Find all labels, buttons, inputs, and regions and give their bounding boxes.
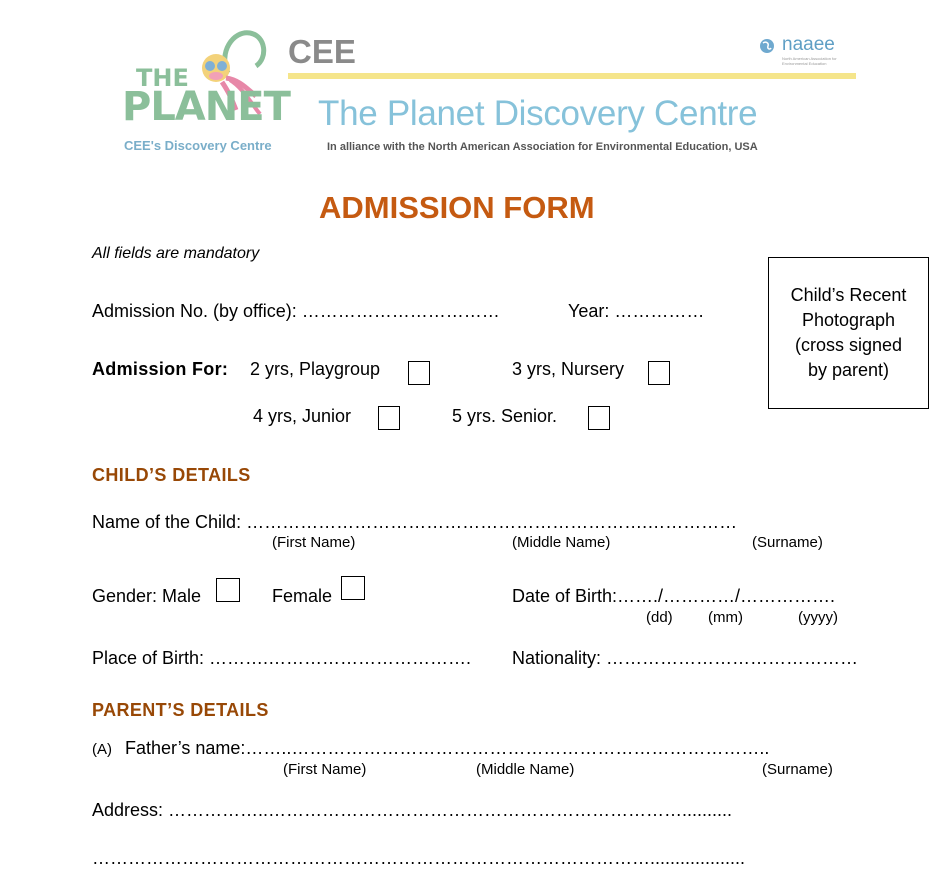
photo-box[interactable] — [768, 257, 929, 409]
logo-tagline: CEE's Discovery Centre — [124, 138, 272, 153]
option-junior-label: 4 yrs, Junior — [253, 406, 352, 426]
option-nursery-label: 3 yrs, Nursery — [512, 359, 625, 379]
place-of-birth-field[interactable]: Place of Birth: ……….……………………………. — [92, 648, 472, 668]
junior-checkbox[interactable] — [378, 406, 400, 430]
gender-female-label: Female — [272, 586, 333, 606]
dob-mm-caption: (mm) — [708, 609, 743, 626]
address-field[interactable]: Address: ……………..…………………………………………………………….......... — [92, 800, 733, 820]
child-surname-caption: (Surname) — [752, 534, 823, 551]
header-divider — [288, 73, 856, 79]
option-playgroup-label: 2 yrs, Playgroup — [250, 359, 381, 379]
naaee-name: naaee — [782, 34, 835, 55]
option-senior-label: 5 yrs. Senior. — [452, 406, 558, 426]
admission-for-label: Admission For: — [92, 359, 229, 379]
globe-icon — [758, 37, 776, 55]
father-name-field[interactable]: Father’s name:……..…………………………………………………………………….. — [125, 738, 770, 758]
nationality-field[interactable]: Nationality: …………………………………… — [512, 648, 859, 668]
male-checkbox[interactable] — [216, 578, 240, 602]
alliance-text: In alliance with the North American Association for Environmental Education, USA — [327, 141, 758, 153]
gender-male-label: Gender: Male — [92, 586, 202, 606]
child-first-name-caption: (First Name) — [272, 534, 356, 551]
playgroup-checkbox[interactable] — [408, 361, 430, 385]
dob-yyyy-caption: (yyyy) — [798, 609, 838, 626]
planet-logo — [118, 28, 290, 158]
female-checkbox[interactable] — [341, 576, 365, 600]
year-field[interactable]: Year: …………… — [568, 301, 705, 321]
nursery-checkbox[interactable] — [648, 361, 670, 385]
father-first-name-caption: (First Name) — [283, 761, 367, 778]
photo-label: Child’s Recent Photograph (cross signed by parent) — [790, 285, 907, 380]
address-line2-field[interactable]: …………………………………………………………………………………................... — [92, 848, 746, 868]
dob-field[interactable]: Date of Birth:……./…………/……………. — [512, 586, 836, 606]
parent-details-heading: PARENT’S DETAILS — [92, 700, 269, 720]
mandatory-note: All fields are mandatory — [92, 245, 260, 262]
father-middle-name-caption: (Middle Name) — [476, 761, 575, 778]
child-middle-name-caption: (Middle Name) — [512, 534, 611, 551]
senior-checkbox[interactable] — [588, 406, 610, 430]
child-details-heading: CHILD’S DETAILS — [92, 465, 251, 485]
logo-planet: PLANET — [122, 84, 290, 130]
father-prefix: (A) — [92, 741, 112, 758]
naaee-subtitle: North American Association for Environmental Education — [782, 56, 837, 66]
dob-dd-caption: (dd) — [646, 609, 673, 626]
logo-the: THE — [136, 64, 189, 92]
centre-title: The Planet Discovery Centre — [318, 94, 758, 133]
cee-heading: CEE — [288, 33, 356, 70]
admission-no-field[interactable]: Admission No. (by office): …………………………… — [92, 301, 500, 321]
form-title: ADMISSION FORM — [319, 190, 595, 225]
father-surname-caption: (Surname) — [762, 761, 833, 778]
child-name-field[interactable]: Name of the Child: ………………………………………………………….…………… — [92, 512, 738, 532]
